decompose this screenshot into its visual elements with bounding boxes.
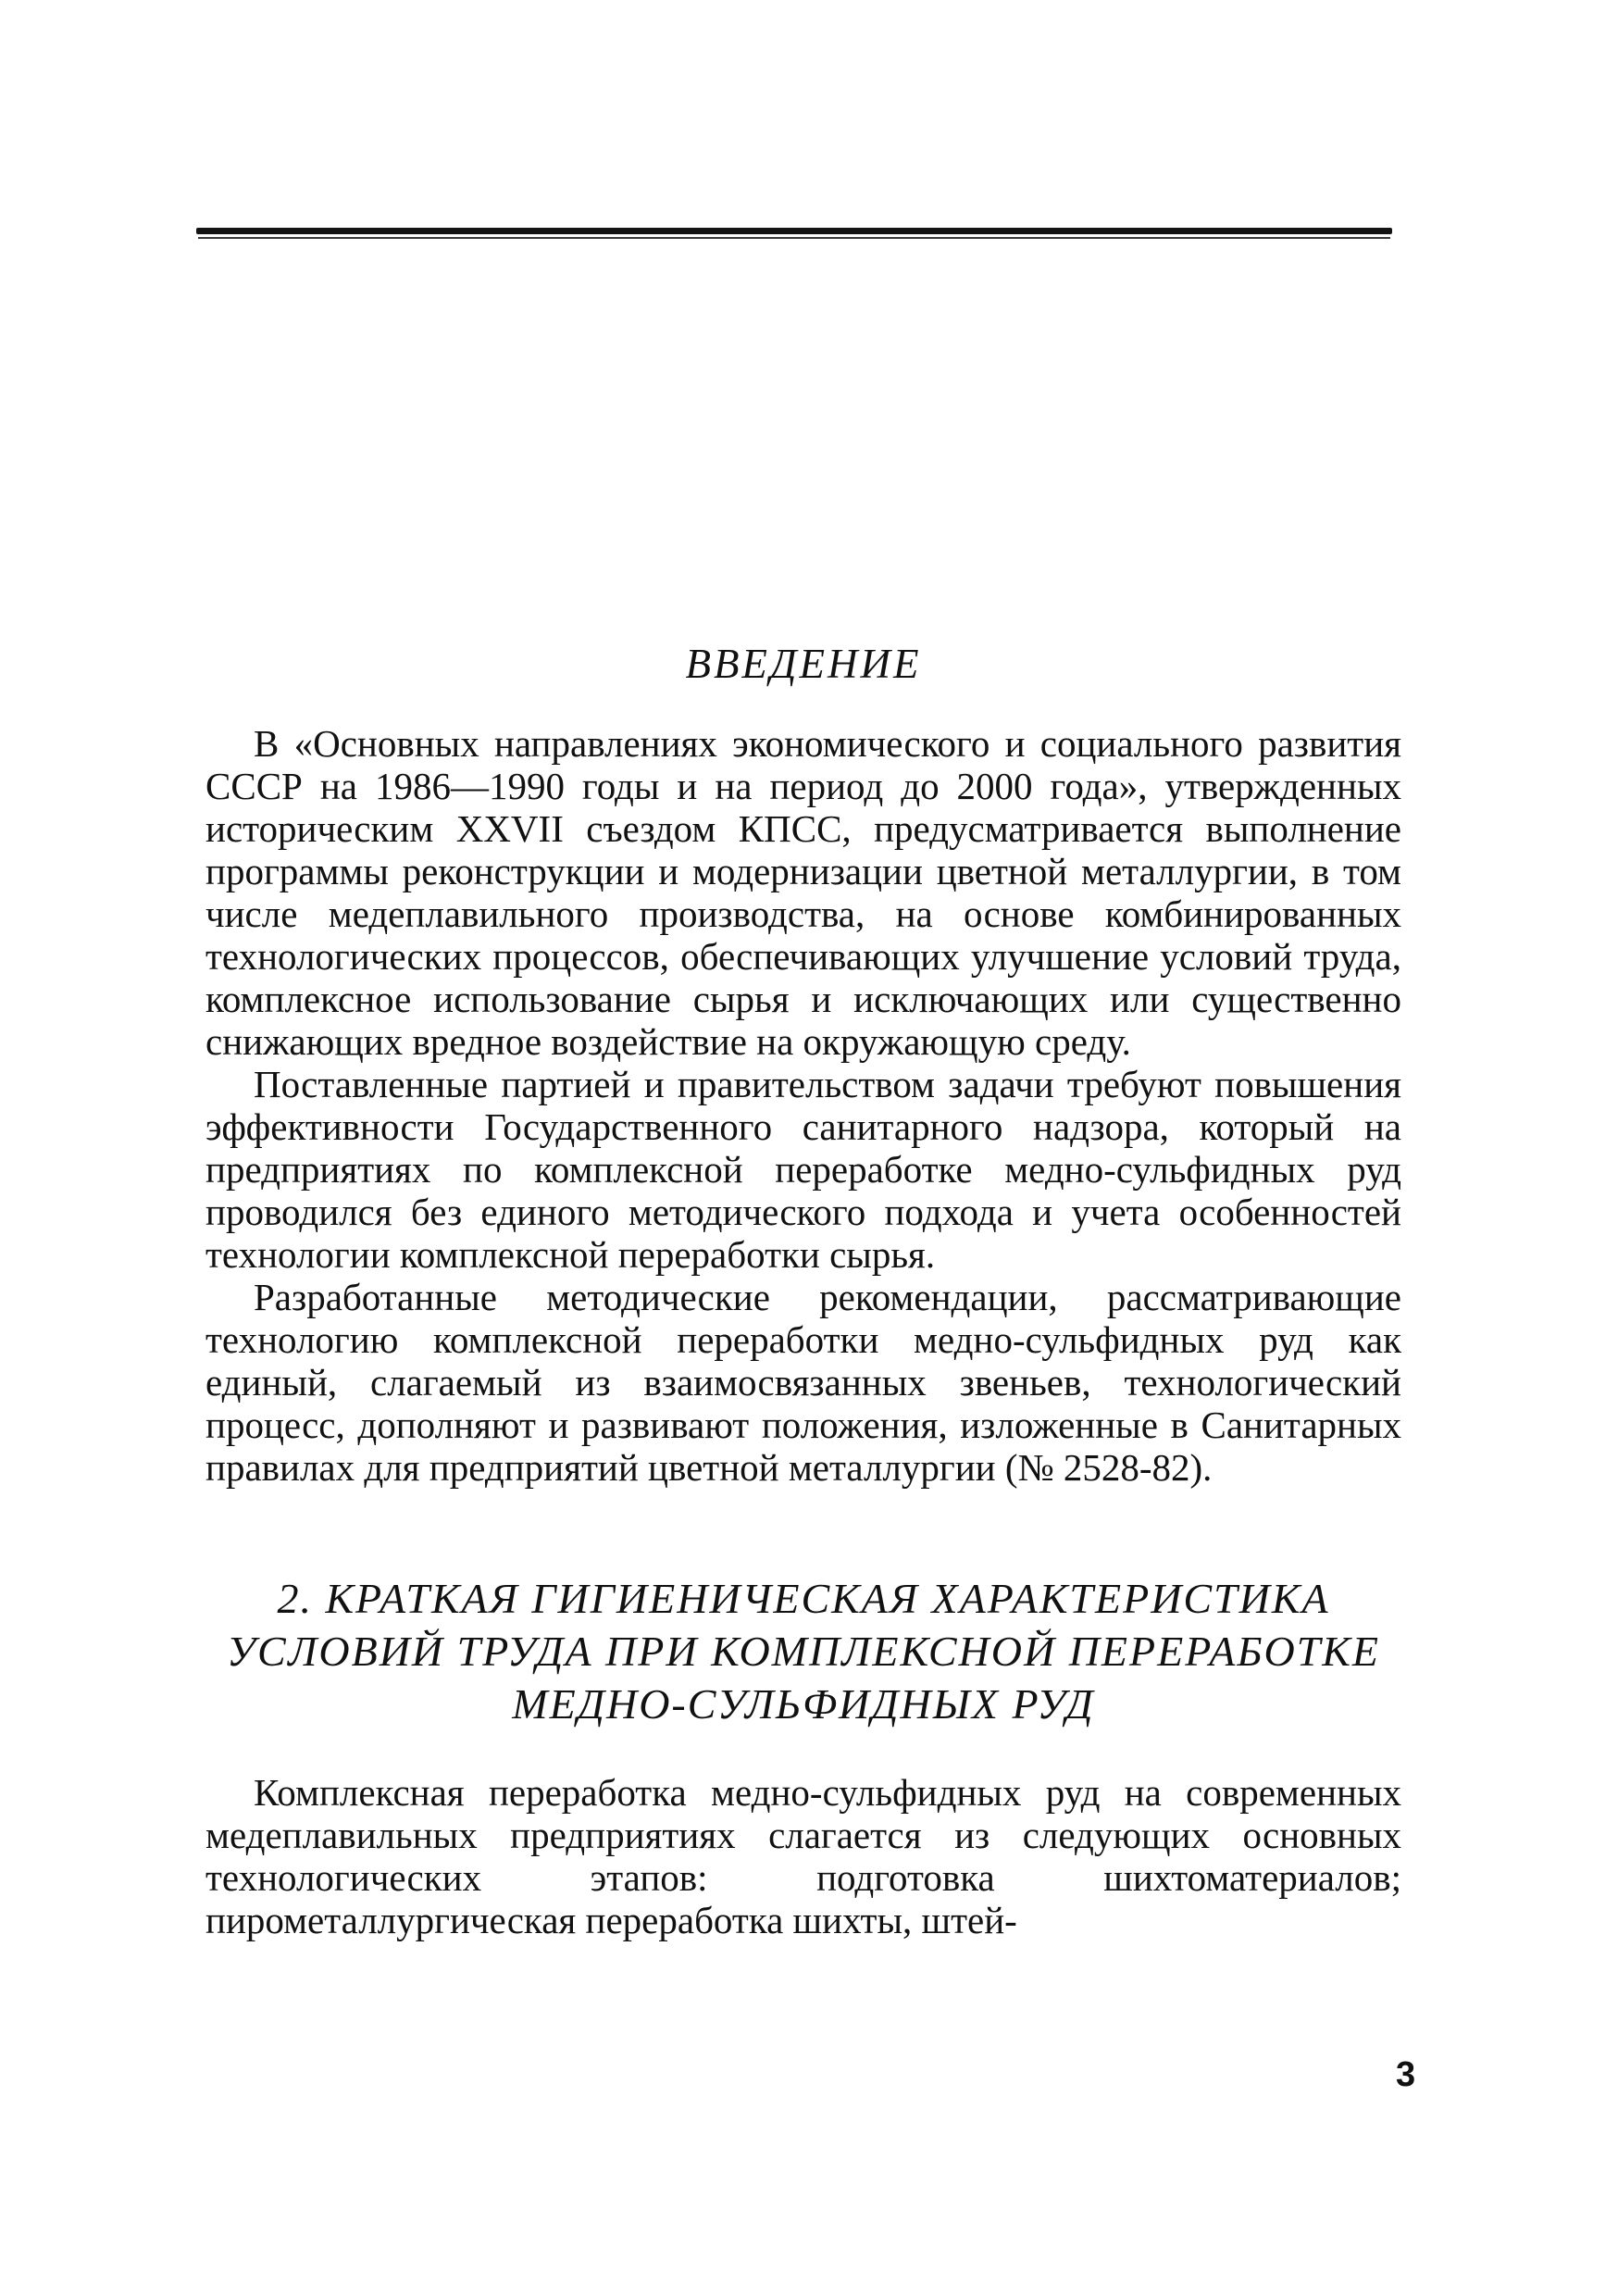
intro-paragraph-3: Разработанные методические рекомендации, рассматривающие технологию комплексной переработки медно-сульфидных руд как единый, слагаемый из взаимосвязанных звеньев, технологический процесс, дополняют и развивают положения, изложенные в Санитарных правилах для предприятий цветной металлургии (№ 2528-82). <box>205 1276 1401 1489</box>
intro-paragraph-2: Поставленные партией и правительством задачи требуют повышения эффективности Государственного санитарного надзора, который на предприятиях по комплексной переработке медно-сульфидных руд проводился без единого методического подхода и учета особенностей технологии комплексной переработки сырья. <box>205 1063 1401 1276</box>
intro-heading: ВВЕДЕНИЕ <box>685 641 922 687</box>
section-2-heading <box>205 1572 1401 1730</box>
top-divider-rule-shadow <box>198 237 1390 239</box>
section-2-heading-line-3: МЕДНО-СУЛЬФИДНЫХ РУД <box>512 1680 1095 1728</box>
page-number: 3 <box>1396 2055 1416 2094</box>
section-2-paragraph-1: Комплексная переработка медно-сульфидных руд на современных медеплавильных предприятиях слагается из следующих основных технологических этапов: подготовка шихтоматериалов; пирометаллургическая переработка шихты, штей- <box>205 1771 1401 1941</box>
section-2-heading-line-2: УСЛОВИЙ ТРУДА ПРИ КОМПЛЕКСНОЙ ПЕРЕРАБОТКЕ <box>227 1628 1380 1675</box>
top-divider-rule <box>196 228 1392 234</box>
page-content <box>205 639 1401 1941</box>
intro-paragraph-1: В «Основных направлениях экономического и социального развития СССР на 1986—1990 годы и на период до 2000 года», утвержденных историческим XXVII съездом КПСС, предусматривается выполнение программы реконструкции и модернизации цветной металлургии, в том числе медеплавильного производства, на основе комбинированных технологических процессов, обеспечивающих улучшение условий труда, комплексное использование сырья и исключающих или существенно снижающих вредное воздействие на окружающую среду. <box>205 722 1401 1063</box>
section-2-heading-line-1: 2. КРАТКАЯ ГИГИЕНИЧЕСКАЯ ХАРАКТЕРИСТИКА <box>277 1575 1330 1622</box>
